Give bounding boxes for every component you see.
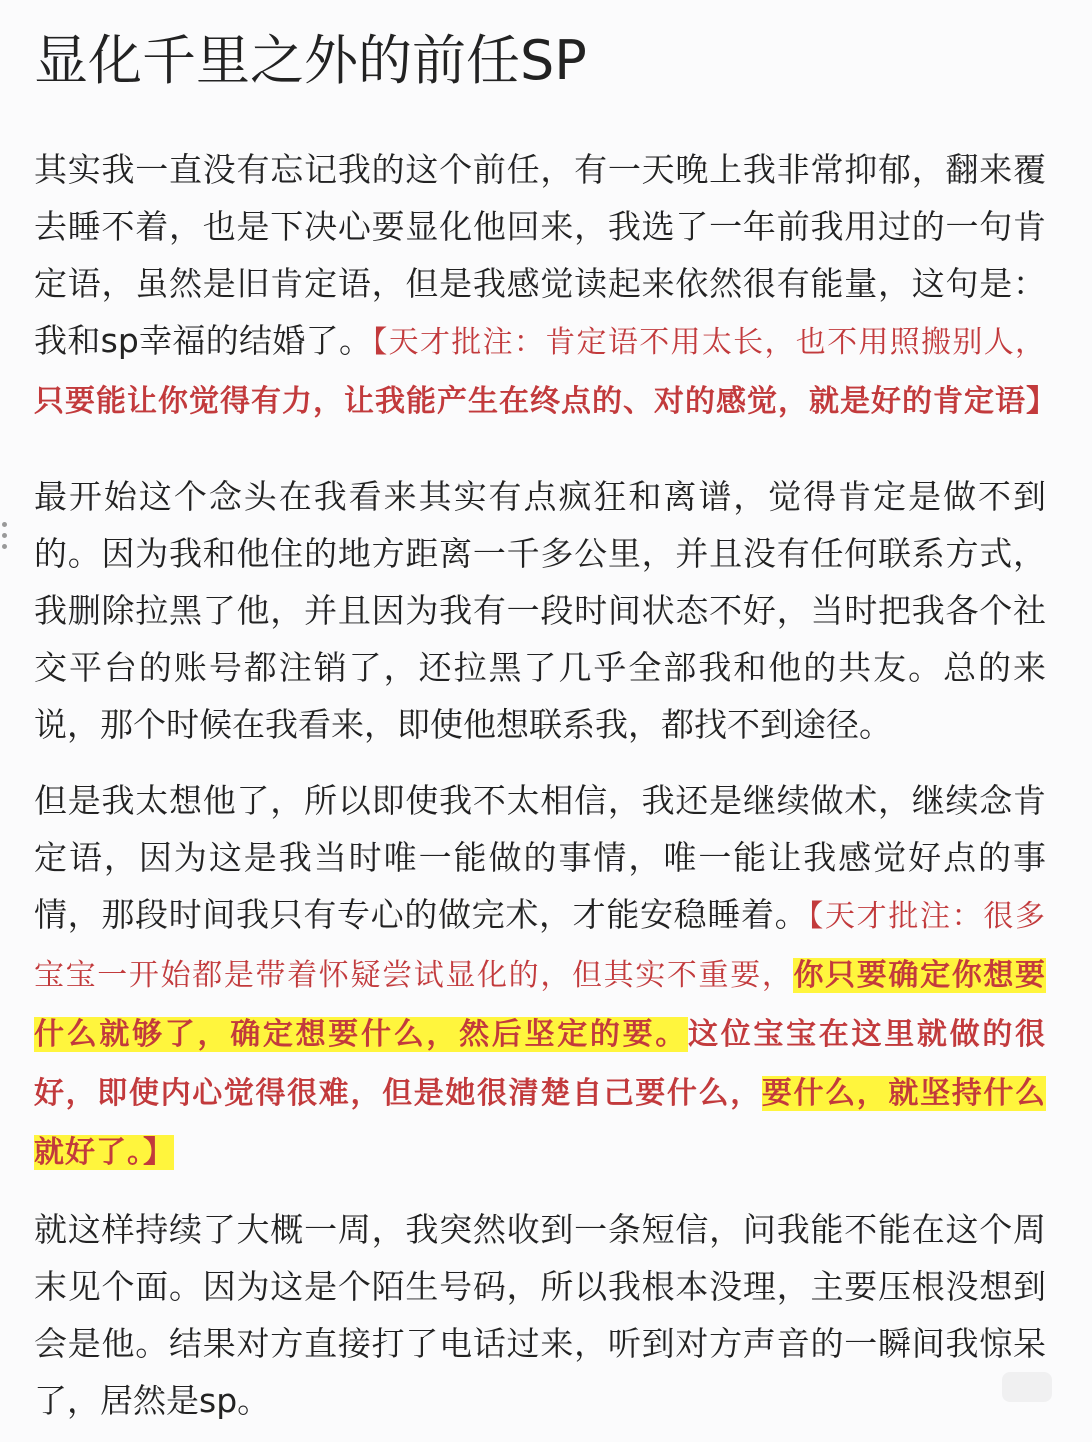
- page-title: 显化千里之外的前任SP: [34, 29, 587, 92]
- paragraph-1: [34, 141, 1057, 430]
- annotation-1-light: 【天才批注：肯定语不用太长，也不用照搬别人，: [372, 325, 1047, 360]
- annotation-3-highlight-1: 你只要确定你想要什么就够了，确定想要什么，然后坚定的要。: [34, 958, 1047, 1052]
- paragraph-4: [34, 1201, 1046, 1429]
- paragraph-1-text: 其实我一直没有忘记我的这个前任，有一天晚上我非常抑郁，翻来覆去睡不着，也是下决心要显化他回来，我选了一年前我用过的一句肯定语，虽然是旧肯定语，但是我感觉读起来依然很有能量，这句是：我和sp幸福的结婚了。: [34, 150, 1046, 360]
- annotation-3-bold: 这位宝宝在这里就做的很好，即使内心觉得很难，但是她很清楚自己要什么，: [34, 1017, 1046, 1111]
- paragraph-3: [34, 772, 1046, 1181]
- paragraph-2-text: 最开始这个念头在我看来其实有点疯狂和离谱，觉得肯定是做不到的。因为我和他住的地方距离一千多公里，并且没有任何联系方式，我删除拉黑了他，并且因为我有一段时间状态不好，当时把我各个社交平台的账号都注销了，还拉黑了几乎全部我和他的共友。总的来说，那个时候在我看来，即使他想联系我，都找不到途径。: [34, 477, 1046, 744]
- paragraph-4-text: 就这样持续了大概一周，我突然收到一条短信，问我能不能在这个周末见个面。因为这是个陌生号码，所以我根本没理，主要压根没想到会是他。结果对方直接打了电话过来，听到对方声音的一瞬间我惊呆了，居然是sp。: [34, 1210, 1046, 1420]
- annotation-1-bold: 只要能让你觉得有力，让我能产生在终点的、对的感觉，就是好的肯定语】: [34, 384, 1057, 419]
- more-options-icon[interactable]: [0, 522, 8, 552]
- article: [34, 0, 1057, 1429]
- paragraph-2: [34, 468, 1046, 753]
- paragraph-3-text: 但是我太想他了，所以即使我不太相信，我还是继续做术，继续念肯定语，因为这是我当时唯一能做的事情，唯一能让我感觉好点的事情，那段时间我只有专心的做完术，才能安稳睡着。: [34, 781, 1046, 934]
- annotation-3-highlight-2: 要什么，就坚持什么就好了。】: [34, 1076, 1047, 1170]
- watermark-logo: [1002, 1372, 1052, 1402]
- annotation-3-light: 【天才批注：很多宝宝一开始都是带着怀疑尝试显化的，但其实不重要，: [34, 899, 1047, 993]
